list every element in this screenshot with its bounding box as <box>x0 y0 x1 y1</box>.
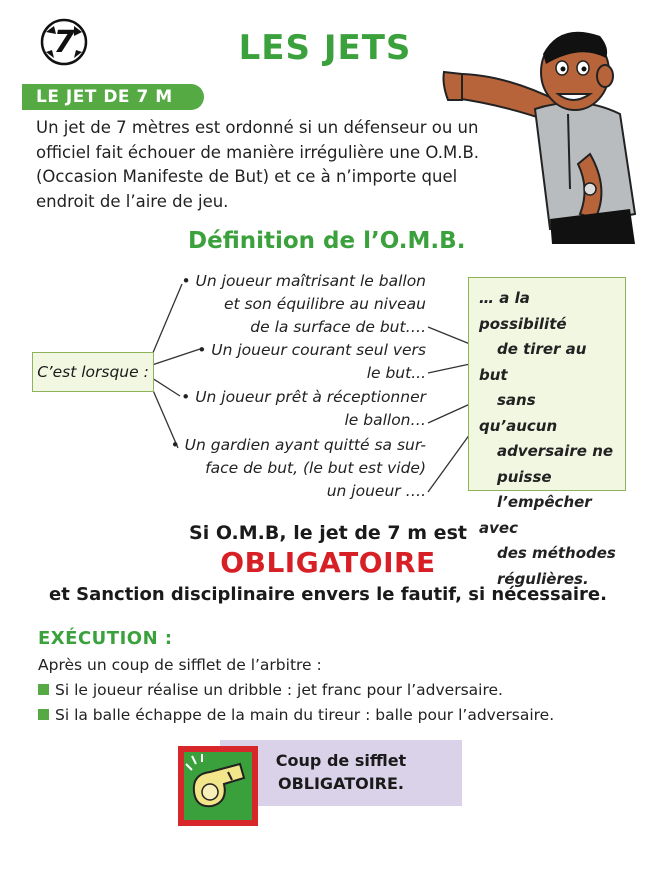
result-line-3: sans qu’aucun <box>479 391 558 435</box>
rule-obligatoire: OBLIGATOIRE <box>220 546 436 579</box>
callout-line-1: Coup de sifflet <box>275 751 407 770</box>
rule-line-1: Si O.M.B, le jet de 7 m est <box>189 522 467 544</box>
result-line-6: l’empêcher avec <box>479 493 592 537</box>
definition-item-3 <box>176 386 426 432</box>
bullet-square-icon <box>38 684 49 695</box>
result-line-1: … a la possibilité <box>479 289 567 333</box>
definition-item-1 <box>176 270 426 339</box>
intro-paragraph: Un jet de 7 mètres est ordonné si un défenseur ou un officiel fait échouer de manière irrégulière une O.M.B. (Occasion Manifeste de But) et ce à n’importe quel endroit de l’aire de jeu. <box>36 118 480 211</box>
item-3-line-1: • Un joueur prêt à réceptionner <box>181 388 426 406</box>
badge-number: 7 <box>53 25 75 60</box>
result-line-8: régulières. <box>497 569 589 588</box>
callout-line-2: OBLIGATOIRE. <box>277 774 404 793</box>
execution-intro: Après un coup de sifflet de l’arbitre : <box>38 656 322 674</box>
execution-bullet-2 <box>38 706 554 724</box>
execution-bullet-1-text: Si le joueur réalise un dribble : jet franc pour l’adversaire. <box>55 681 503 699</box>
item-4-line-2: face de but, (le but est vide) <box>205 459 426 477</box>
whistle-icon <box>184 752 252 820</box>
item-1-line-1: • Un joueur maîtrisant le ballon <box>181 272 426 290</box>
rule-sanction: et Sanction disciplinaire envers le fautif, si nécessaire. <box>49 584 607 605</box>
whistle-icon-frame <box>178 746 258 826</box>
page-title: LES JETS <box>238 28 412 68</box>
execution-title: EXÉCUTION : <box>38 628 173 649</box>
definition-item-4 <box>166 434 426 503</box>
item-3-line-2: le ballon… <box>344 411 426 429</box>
execution-bullet-1 <box>38 681 503 699</box>
item-4-line-1: • Un gardien ayant quitté sa sur- <box>170 436 426 454</box>
section-banner <box>22 84 204 110</box>
item-2-line-2: le but... <box>366 364 426 382</box>
section-banner-label: LE JET DE 7 M <box>36 87 173 107</box>
item-1-line-3: de la surface de but…. <box>250 318 426 336</box>
result-line-4: adversaire ne <box>497 442 614 460</box>
execution-bullet-2-text: Si la balle échappe de la main du tireur : balle pour l’adversaire. <box>55 706 555 724</box>
result-line-7: des méthodes <box>497 544 616 562</box>
item-4-line-3: un joueur …. <box>326 482 426 500</box>
item-1-line-2: et son équilibre au niveau <box>223 295 426 313</box>
ball-badge-icon <box>40 18 88 66</box>
definition-result-box <box>468 277 626 588</box>
result-line-5: puisse <box>497 467 552 486</box>
definition-title: Définition de l’O.M.B. <box>188 228 466 254</box>
bullet-square-icon <box>38 709 49 720</box>
definition-item-2 <box>176 339 426 385</box>
result-line-2: de tirer au but <box>479 340 587 384</box>
item-2-line-1: • Un joueur courant seul vers <box>197 341 426 359</box>
definition-lead: C’est lorsque : <box>32 352 154 392</box>
